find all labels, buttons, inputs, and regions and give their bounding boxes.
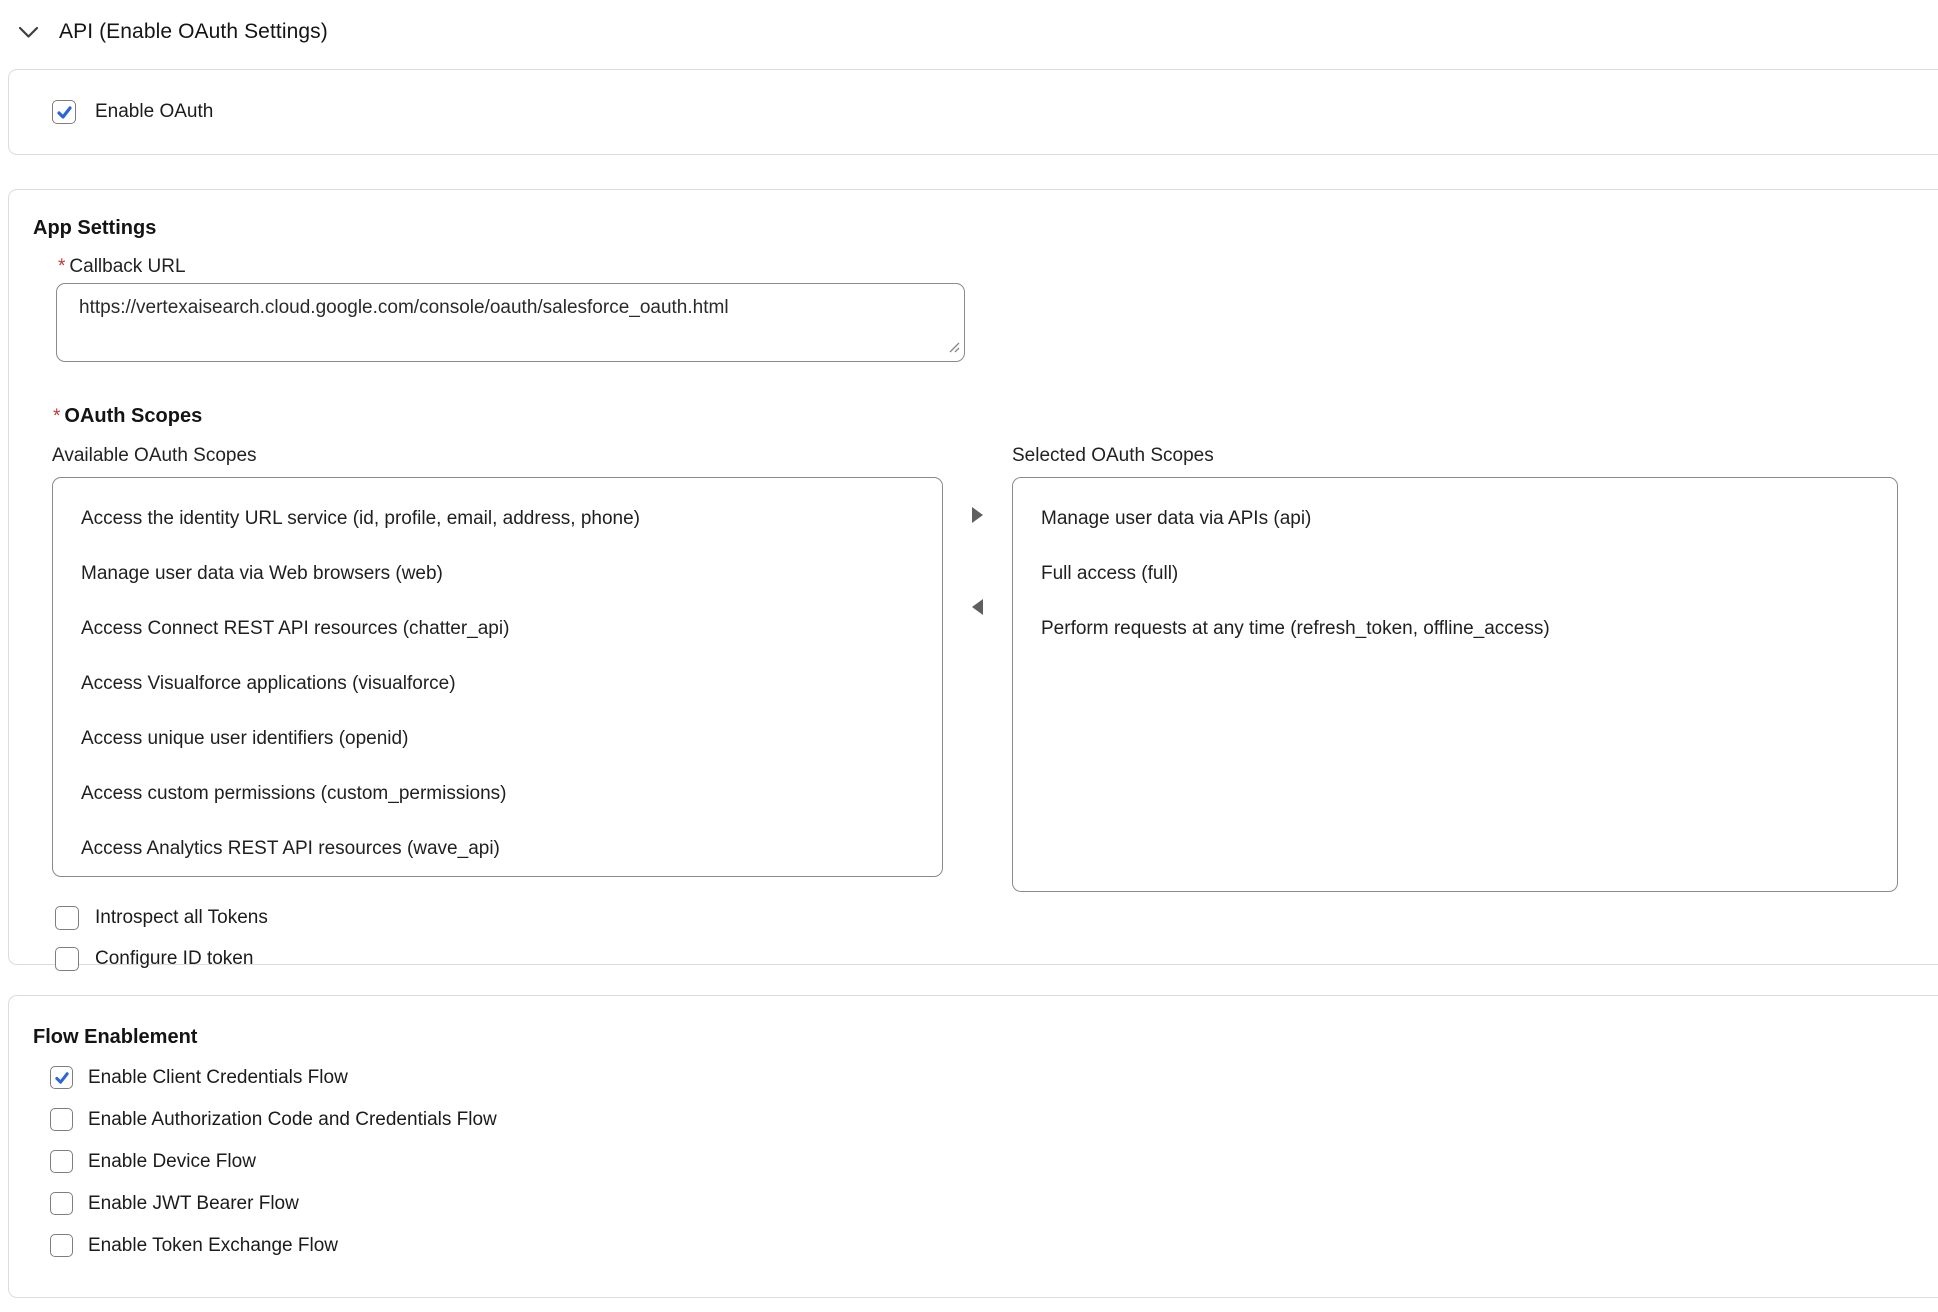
introspect-all-tokens-checkbox[interactable] <box>55 906 79 930</box>
enable-client-credentials-flow-checkbox[interactable] <box>50 1066 73 1089</box>
available-scopes-column <box>52 444 943 892</box>
app-settings-title: App Settings <box>33 217 157 239</box>
enable-oauth-label: Enable OAuth <box>95 101 214 122</box>
oauth-scopes-label: * OAuth Scopes <box>53 405 203 427</box>
available-scopes-listbox[interactable] <box>52 477 943 877</box>
enable-device-flow-checkbox[interactable] <box>50 1150 73 1173</box>
scope-option[interactable]: Access unique user identifiers (openid) <box>81 727 409 749</box>
enable-authorization-code-flow-checkbox[interactable] <box>50 1108 73 1131</box>
required-asterisk: * <box>53 406 61 427</box>
scope-option[interactable]: Manage user data via APIs (api) <box>1041 507 1312 529</box>
flow-enablement-title: Flow Enablement <box>33 1026 198 1048</box>
scope-option[interactable]: Perform requests at any time (refresh_token, offline_access) <box>1041 617 1550 639</box>
move-to-available-arrow[interactable] <box>967 594 988 620</box>
selected-scopes-column <box>1012 444 1898 892</box>
enable-authorization-code-flow-label: Enable Authorization Code and Credentials Flow <box>88 1108 497 1130</box>
enable-oauth-card <box>8 69 1938 155</box>
selected-scopes-listbox[interactable] <box>1012 477 1898 892</box>
chevron-down-icon[interactable] <box>16 24 41 41</box>
oauth-settings-section-header <box>0 0 1938 44</box>
app-settings-card <box>8 189 1938 969</box>
picklist-move-buttons <box>943 444 1012 892</box>
oauth-scopes-dueling-picklist <box>52 444 1938 892</box>
introspect-all-tokens-label: Introspect all Tokens <box>95 907 268 928</box>
flow-enablement-card <box>8 995 1938 1298</box>
callback-url-input[interactable] <box>56 283 965 362</box>
required-asterisk: * <box>58 256 66 277</box>
move-to-selected-arrow[interactable] <box>967 502 988 528</box>
scope-option[interactable]: Full access (full) <box>1041 562 1179 584</box>
scope-option[interactable]: Access Analytics REST API resources (wave_api) <box>81 837 500 859</box>
scope-option[interactable]: Access the identity URL service (id, profile, email, address, phone) <box>81 507 640 529</box>
scope-option[interactable]: Manage user data via Web browsers (web) <box>81 562 443 584</box>
enable-device-flow-label: Enable Device Flow <box>88 1150 256 1172</box>
page-title: API (Enable OAuth Settings) <box>59 20 328 43</box>
scope-option[interactable]: Access custom permissions (custom_permissions) <box>81 782 507 804</box>
configure-id-token-label: Configure ID token <box>95 948 254 969</box>
enable-oauth-checkbox[interactable] <box>52 100 76 124</box>
callback-url-label: * Callback URL <box>58 256 186 277</box>
enable-jwt-bearer-flow-label: Enable JWT Bearer Flow <box>88 1192 299 1214</box>
enable-client-credentials-flow-label: Enable Client Credentials Flow <box>88 1066 348 1088</box>
configure-id-token-checkbox[interactable] <box>55 947 79 971</box>
scope-option[interactable]: Access Visualforce applications (visualforce) <box>81 672 456 694</box>
enable-token-exchange-flow-checkbox[interactable] <box>50 1234 73 1257</box>
available-scopes-label: Available OAuth Scopes <box>52 445 257 466</box>
enable-jwt-bearer-flow-checkbox[interactable] <box>50 1192 73 1215</box>
enable-token-exchange-flow-label: Enable Token Exchange Flow <box>88 1234 338 1256</box>
selected-scopes-label: Selected OAuth Scopes <box>1012 445 1214 466</box>
scope-option[interactable]: Access Connect REST API resources (chatter_api) <box>81 617 510 639</box>
